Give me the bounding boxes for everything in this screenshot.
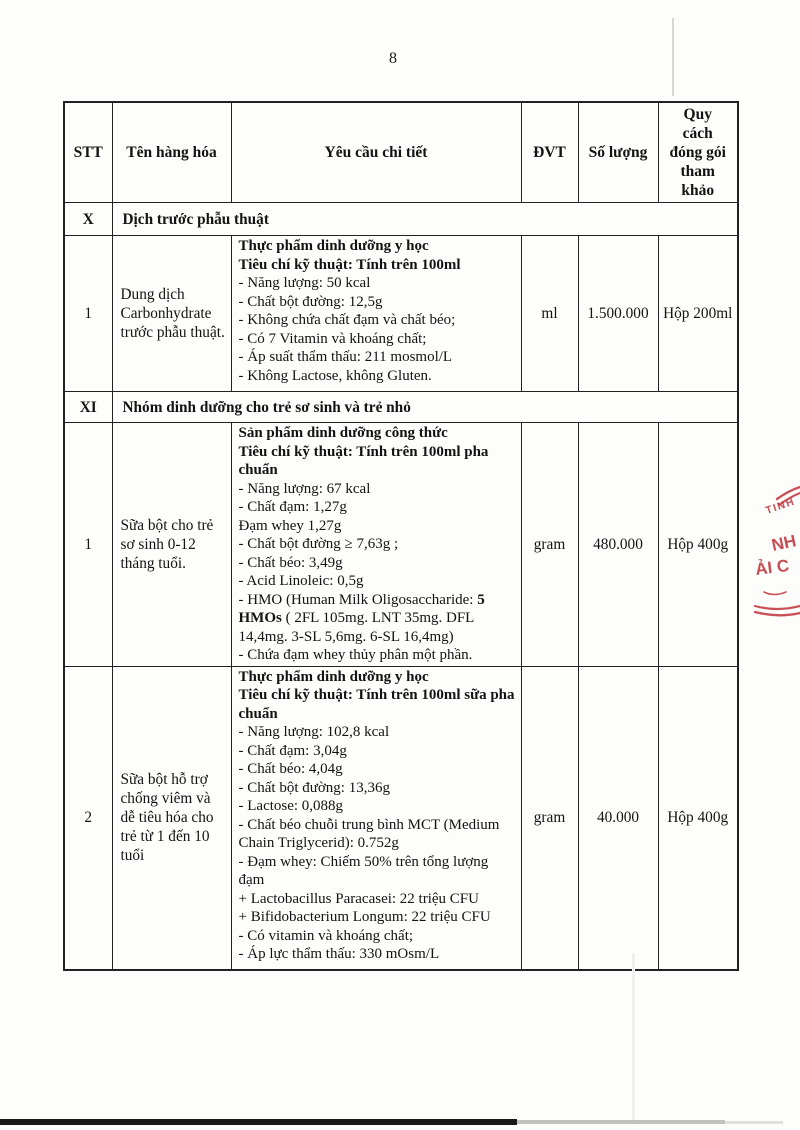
item-quantity: 480.000 [578,423,658,667]
column-header-0: STT [64,102,112,203]
item-details [231,423,521,667]
scan-artifact-bottom-bar [0,1119,517,1125]
detail-line: Thực phẩm dinh dưỡng y học [238,238,429,254]
section-number: XI [64,392,112,423]
detail-line: - Chất béo: 4,04g [238,761,343,777]
item-number: 2 [64,666,112,970]
scan-artifact-bottom-tail [517,1120,725,1124]
stamp-text-line2: ẢI C [754,555,791,579]
detail-line: Đạm whey 1,27g [238,517,342,534]
detail-line: - Năng lượng: 67 kcal [238,480,371,497]
detail-segment: - HMO (Human Milk Oligosaccharide: [238,591,478,608]
scan-artifact-streak [632,953,635,1121]
item-quantity: 1.500.000 [578,236,658,392]
red-stamp [748,460,800,635]
section-number: X [64,203,112,236]
section-title: Nhóm dinh dưỡng cho trẻ sơ sinh và trẻ nhỏ [112,392,738,423]
item-row [64,666,738,970]
column-header-5: Quy cách đóng gói tham khảo [658,102,738,203]
item-name: Sữa bột hỗ trợ chống viêm và dễ tiêu hóa cho trẻ từ 1 đến 10 tuổi [112,666,231,970]
detail-line: - Chất béo chuỗi trung bình MCT (Medium Chain Triglycerid): 0.752g [238,816,500,851]
column-header-1: Tên hàng hóa [112,102,231,203]
detail-segment: 5 HMOs [238,591,485,626]
detail-line: - Áp lực thẩm thấu: 330 mOsm/L [238,946,440,962]
detail-line: - Có vitamin và khoáng chất; [238,927,414,944]
section-row-XI [64,392,738,423]
item-unit: gram [521,666,578,970]
detail-segment: ( 2FL 105mg. LNT 35mg. DFL 14,4mg. 3-SL 5,6mg. 6-SL 16,4mg) [238,610,474,645]
detail-line: + Lactobacillus Paracasei: 22 triệu CFU [238,890,479,907]
detail-line: - Không chứa chất đạm và chất béo; [238,312,456,328]
detail-line: - Lactose: 0,088g [238,798,344,814]
section-title: Dịch trước phẫu thuật [112,203,738,236]
detail-line: Sản phẩm dinh dưỡng công thức [238,425,448,441]
section-row-X [64,203,738,236]
detail-line: - Chứa đạm whey thủy phân một phần. [238,647,473,663]
item-name: Sữa bột cho trẻ sơ sinh 0-12 tháng tuổi. [112,423,231,667]
detail-line: - Chất bột đường: 12,5g [238,293,383,310]
detail-line: - Chất đạm: 3,04g [238,742,347,759]
item-row [64,236,738,392]
procurement-table [63,101,739,971]
detail-line: - Áp suất thẩm thấu: 211 mosmol/L [238,349,453,365]
detail-line: - Đạm whey: Chiếm 50% trên tổng lượng đạm [238,853,489,888]
item-details [231,666,521,970]
table-header-row [64,102,738,203]
item-packaging: Hộp 400g [658,423,738,667]
stamp-inner-arc [764,592,786,595]
stamp-bottom-arc-outer [755,612,800,615]
stamp-text-line1: NH [769,531,798,555]
detail-line: - Năng lượng: 102,8 kcal [238,724,390,740]
stamp-bottom-arc-inner [755,606,800,609]
column-header-4: Số lượng [578,102,658,203]
detail-line [239,591,517,647]
detail-line: Tiêu chí kỹ thuật: Tính trên 100ml sữa pha chuẩn [238,687,515,722]
item-row [64,423,738,667]
detail-line: - Acid Linoleic: 0,5g [238,573,364,589]
detail-line: + Bifidobacterium Longum: 22 triệu CFU [238,909,491,925]
column-header-3: ĐVT [521,102,578,203]
detail-line: - Có 7 Vitamin và khoáng chất; [238,330,427,347]
item-details [231,236,521,392]
item-unit: gram [521,423,578,667]
detail-line: - Chất bột đường ≥ 7,63g ; [238,536,399,552]
item-quantity: 40.000 [578,666,658,970]
item-unit: ml [521,236,578,392]
page-number: 8 [389,50,397,67]
item-name: Dung dịch Carbonhydrate trước phẫu thuật. [112,236,231,392]
scan-artifact-vertical-line [672,18,674,96]
column-header-2: Yêu cầu chi tiết [231,102,521,203]
item-packaging: Hộp 200ml [658,236,738,392]
table-body [64,203,738,971]
item-number: 1 [64,423,112,667]
detail-line: - Chất đạm: 1,27g [238,499,347,515]
stamp-arc-text: TINH [764,495,797,517]
detail-line: Tiêu chí kỹ thuật: Tính trên 100ml [238,256,461,273]
detail-line: Thực phẩm dinh dưỡng y học [238,668,429,685]
detail-line: - Không Lactose, không Gluten. [238,367,432,384]
scan-artifact-bottom-smudge [725,1121,783,1124]
detail-line: Tiêu chí kỹ thuật: Tính trên 100ml pha chuẩn [238,443,489,478]
detail-line: - Năng lượng: 50 kcal [238,275,371,291]
item-packaging: Hộp 400g [658,666,738,970]
item-number: 1 [64,236,112,392]
detail-line: - Chất béo: 3,49g [238,554,343,571]
detail-line: - Chất bột đường: 13,36g [238,779,390,796]
